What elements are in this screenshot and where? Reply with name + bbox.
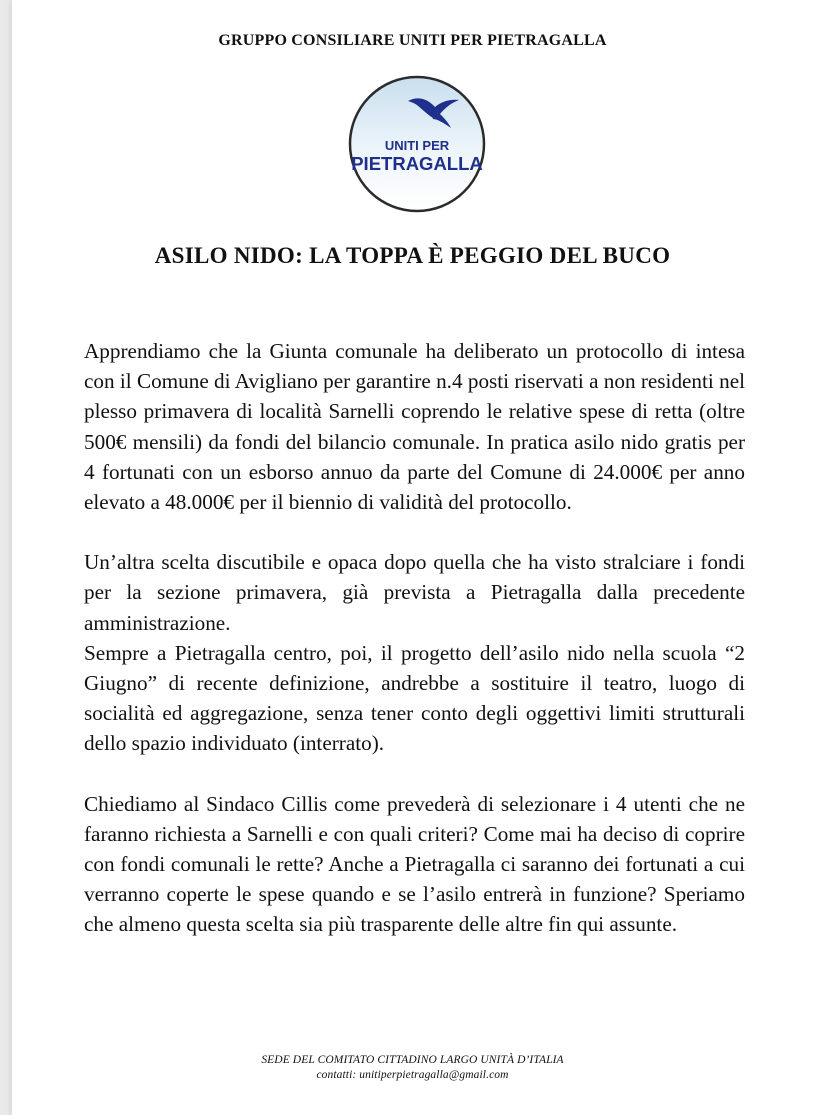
logo-line-2: PIETRAGALLA bbox=[351, 153, 483, 174]
organization-name: GRUPPO CONSILIARE UNITI PER PIETRAGALLA bbox=[218, 32, 607, 49]
footer-address: SEDE DEL COMITATO CITTADINO LARGO UNITÀ D’ITALIA bbox=[261, 1054, 564, 1066]
document-footer bbox=[12, 1053, 813, 1083]
document-headline: ASILO NIDO: LA TOPPA È PEGGIO DEL BUCO bbox=[154, 243, 671, 268]
paragraph-4: Chiediamo al Sindaco Cillis come prevederà di selezionare i 4 utenti che ne faranno richiesta a Sarnelli e con quali criteri? Come mai ha deciso di coprire con fondi comunali le rette? Anche a Pietragalla ci saranno dei fortunati a cui verranno coperte le spese quando e se l’asilo entrerà in funzione? Speriamo che almeno questa scelta sia più trasparente delle altre fin qui assunte. bbox=[84, 791, 745, 937]
document-page bbox=[12, 0, 813, 1115]
footer-contact: contatti: unitiperpietragalla@gmail.com bbox=[316, 1069, 509, 1081]
party-logo bbox=[347, 74, 487, 214]
logo-emblem bbox=[347, 74, 487, 214]
logo-line-1: UNITI PER bbox=[384, 138, 450, 153]
document-body bbox=[84, 336, 745, 940]
paragraph-2: Un’altra scelta discutibile e opaca dopo quella che ha visto stralciare i fondi per la sezione primavera, già prevista a Pietragalla dalla precedente amministrazione. bbox=[84, 550, 745, 635]
paragraph-3: Sempre a Pietragalla centro, poi, il progetto dell’asilo nido nella scuola “2 Giugno” di recente definizione, andrebbe a sostituire il teatro, luogo di socialità ed aggregazione, senza tener conto degli oggettivi limiti strutturali dello spazio individuato (interrato). bbox=[84, 640, 745, 756]
paragraph-1: Apprendiamo che la Giunta comunale ha deliberato un protocollo di intesa con il Comune di Avigliano per garantire n.4 posti riservati a non residenti nel plesso primavera di località Sarnelli coprendo le relative spese di retta (oltre 500€ mensili) da fondi del bilancio comunale. In pratica asilo nido gratis per 4 fortunati con un esborso annuo da parte del Comune di 24.000€ per anno elevato a 48.000€ per il biennio di validità del protocollo. bbox=[84, 339, 745, 515]
